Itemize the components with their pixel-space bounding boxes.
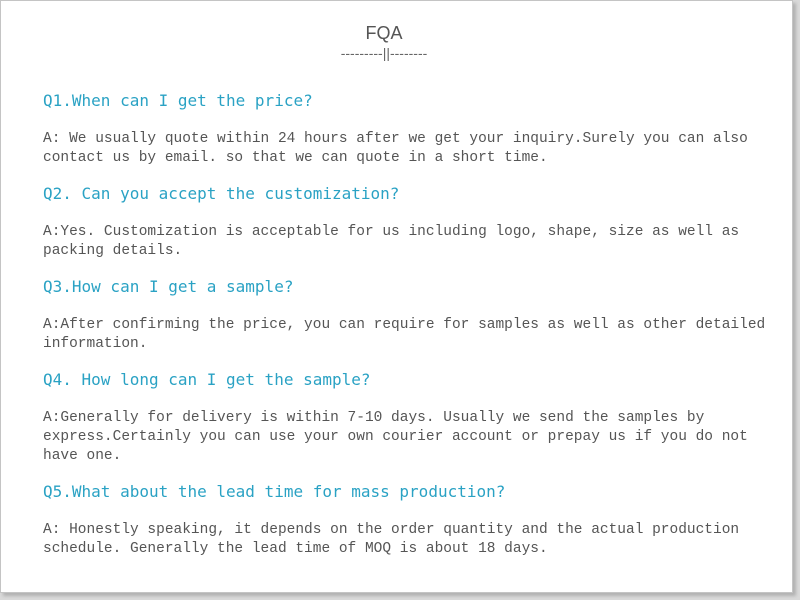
faq-question-4: Q4. How long can I get the sample? xyxy=(43,370,371,389)
faq-question-2: Q2. Can you accept the customization? xyxy=(43,184,400,203)
faq-header xyxy=(1,21,767,61)
faq-answer-1: A: We usually quote within 24 hours after we get your inquiry.Surely you can also contact us by email. so that we can quote in a short time. xyxy=(43,131,748,166)
faq-question-5: Q5.What about the lead time for mass production? xyxy=(43,482,506,501)
faq-question-3: Q3.How can I get a sample? xyxy=(43,277,294,296)
faq-answer-5: A: Honestly speaking, it depends on the order quantity and the actual production schedule. Generally the lead time of MOQ is about 18 days. xyxy=(43,522,740,557)
page-title: FQA xyxy=(365,23,403,43)
faq-answer-3: A:After confirming the price, you can require for samples as well as other detailed information. xyxy=(43,317,766,352)
faq-question-1: Q1.When can I get the price? xyxy=(43,91,313,110)
title-divider: ---------||-------- xyxy=(340,45,428,61)
faq-answer-2: A:Yes. Customization is acceptable for us including logo, shape, size as well as packing details. xyxy=(43,224,740,259)
faq-answer-4: A:Generally for delivery is within 7-10 days. Usually we send the samples by express.Certainly you can use your own courier account or prepay us if you do not have one. xyxy=(43,410,748,464)
